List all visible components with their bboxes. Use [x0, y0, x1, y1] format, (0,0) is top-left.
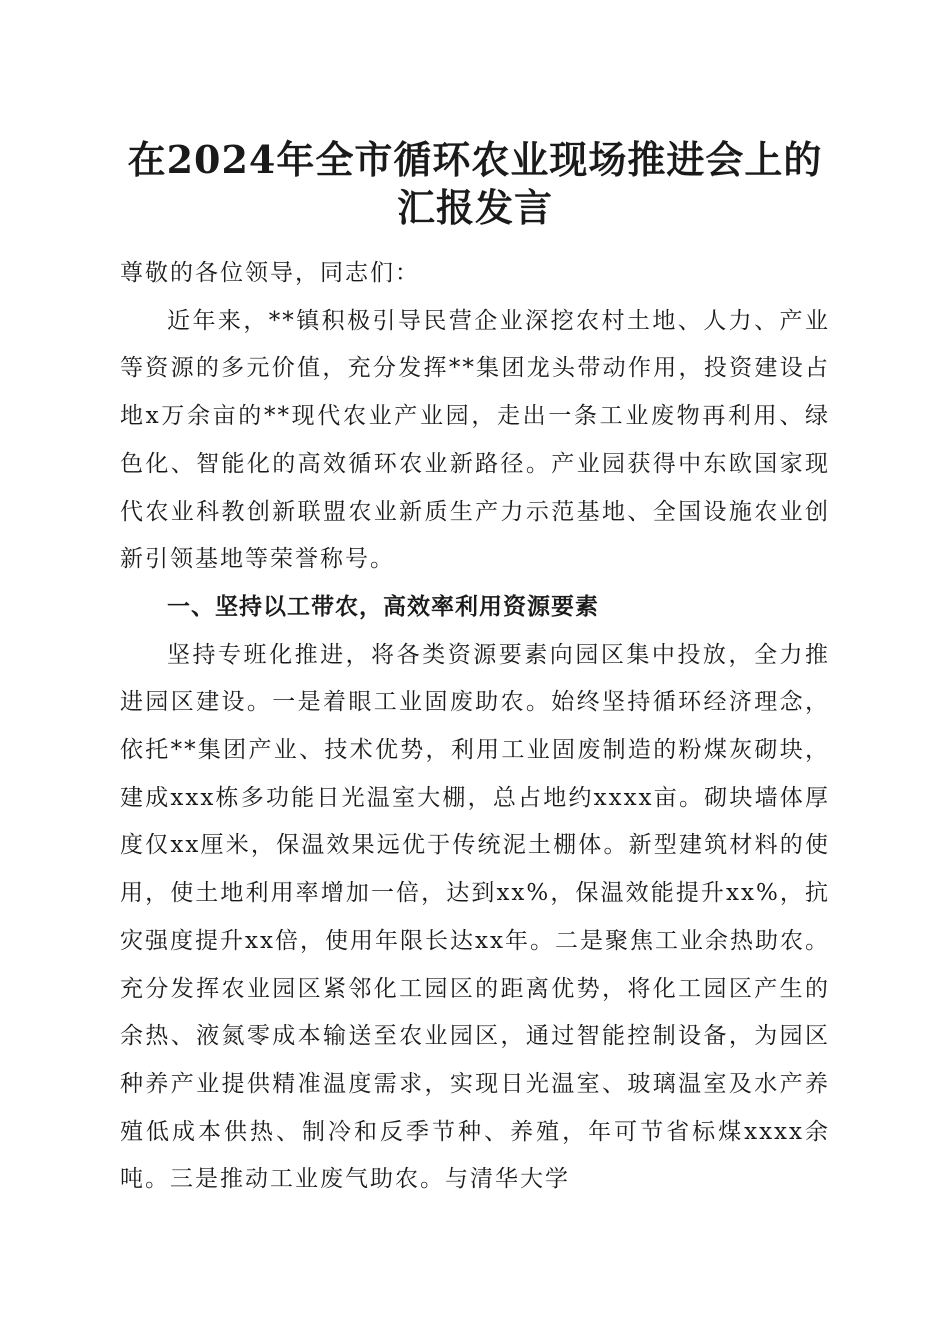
document-body [120, 250, 830, 1204]
document-title: 在2024年全市循环农业现场推进会上的汇报发言 [127, 137, 823, 230]
salutation: 尊敬的各位领导，同志们： [120, 260, 420, 286]
intro-paragraph: 近年来，**镇积极引导民营企业深挖农村土地、人力、产业等资源的多元价值，充分发挥**集团龙头带动作用，投资建设占地x万余亩的**现代农业产业园，走出一条工业废物再利用、绿色化、智能化的高效循环农业新路径。产业园获得中东欧国家现代农业科教创新联盟农业新质生产力示范基地、全国设施农业创新引领基地等荣誉称号。 [120, 307, 830, 573]
section-heading-1: 一、坚持以工带农，高效率利用资源要素 [167, 593, 599, 620]
section-paragraph-1: 坚持专班化推进，将各类资源要素向园区集中投放，全力推进园区建设。一是着眼工业固废助农。始终坚持循环经济理念，依托**集团产业、技术优势，利用工业固废制造的粉煤灰砌块，建成xxx栋多功能日光温室大棚，总占地约xxxx亩。砌块墙体厚度仅xx厘米，保温效果远优于传统泥土棚体。新型建筑材料的使用，使土地利用率增加一倍，达到xx%，保温效能提升xx%，抗灾强度提升xx倍，使用年限长达xx年。二是聚焦工业余热助农。充分发挥农业园区紧邻化工园区的距离优势，将化工园区产生的余热、液氮零成本输送至农业园区，通过智能控制设备，为园区种养产业提供精准温度需求，实现日光温室、玻璃温室及水产养殖低成本供热、制冷和反季节种、养殖，年可节省标煤xxxx余吨。三是推动工业废气助农。与清华大学 [120, 641, 830, 1193]
